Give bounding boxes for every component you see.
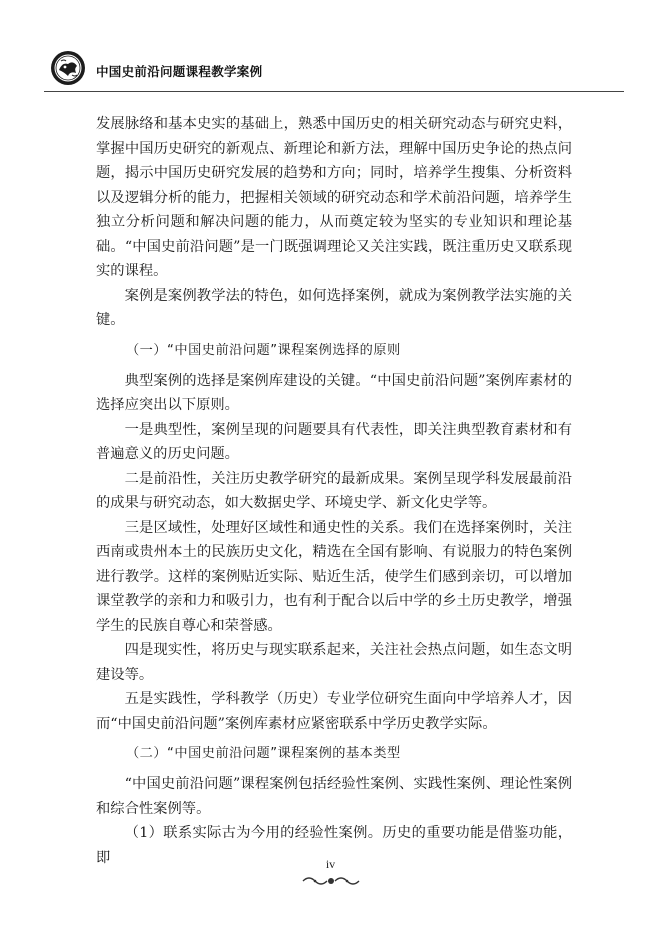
paragraph: 案例是案例教学法的特色，如何选择案例，就成为案例教学法实施的关键。 [96, 287, 572, 328]
paragraph: 四是现实性，将历史与现实联系起来，关注社会热点问题，如生态文明建设等。 [96, 642, 572, 683]
section-heading: （一）“中国史前沿问题”课程案例选择的原则 [126, 342, 401, 358]
paragraph: 一是典型性，案例呈现的问题要具有代表性，即关注典型教育素材和有普遍意义的历史问题。 [96, 421, 572, 462]
paragraph: （1）联系实际古为今用的经验性案例。历史的重要功能是借鉴功能，即 [96, 825, 572, 866]
header-title: 中国史前沿问题课程教学案例 [96, 64, 263, 79]
page-number: iv [325, 857, 336, 871]
paragraph: 二是前沿性，关注历史教学研究的最新成果。案例呈现学科发展最前沿的成果与研究动态，如大数据史学、环境史学、新文化史学等。 [96, 470, 572, 511]
paragraph: 五是实践性，学科教学（历史）专业学位研究生面向中学培养人才，因而“中国史前沿问题”案例库素材应紧密联系中学历史教学实际。 [96, 691, 572, 732]
paragraph: 三是区域性，处理好区域性和通史性的关系。我们在选择案例时，关注西南或贵州本土的民族历史文化，精选在全国有影响、有说服力的特色案例进行教学。这样的案例贴近实际、贴近生活，使学生们感到亲切，可以增加课堂教学的亲和力和吸引力，也有利于配合以后中学的乡土历史教学，增强学生的民族自尊心和荣誉感。 [96, 519, 572, 634]
paragraph: 发展脉络和基本史实的基础上，熟悉中国历史的相关研究动态与研究史料，掌握中国历史研究的新观点、新理论和新方法，理解中国历史争论的热点问题，揭示中国历史研究发展的趋势和方向；同时，培养学生搜集、分析资料以及逻辑分析的能力，把握相关领域的研究动态和学术前沿问题，培养学生独立分析问题和解决问题的能力，从而奠定较为坚实的专业知识和理论基础。“中国史前沿问题”是一门既强调理论又关注实践，既注重历史又联系现实的课程。 [96, 116, 572, 279]
seal-logo-icon [50, 50, 86, 86]
section-heading: （二）“中国史前沿问题”课程案例的基本类型 [126, 746, 401, 761]
header-rule [44, 91, 624, 92]
page-footer [0, 857, 661, 888]
body-text [96, 112, 572, 870]
footer-ornament-icon [301, 874, 361, 888]
paragraph: “中国史前沿问题”课程案例包括经验性案例、实践性案例、理论性案例和综合性案例等。 [96, 776, 572, 817]
paragraph: 典型案例的选择是案例库建设的关键。“中国史前沿问题”案例库素材的选择应突出以下原则。 [96, 372, 572, 413]
running-header [44, 50, 624, 90]
